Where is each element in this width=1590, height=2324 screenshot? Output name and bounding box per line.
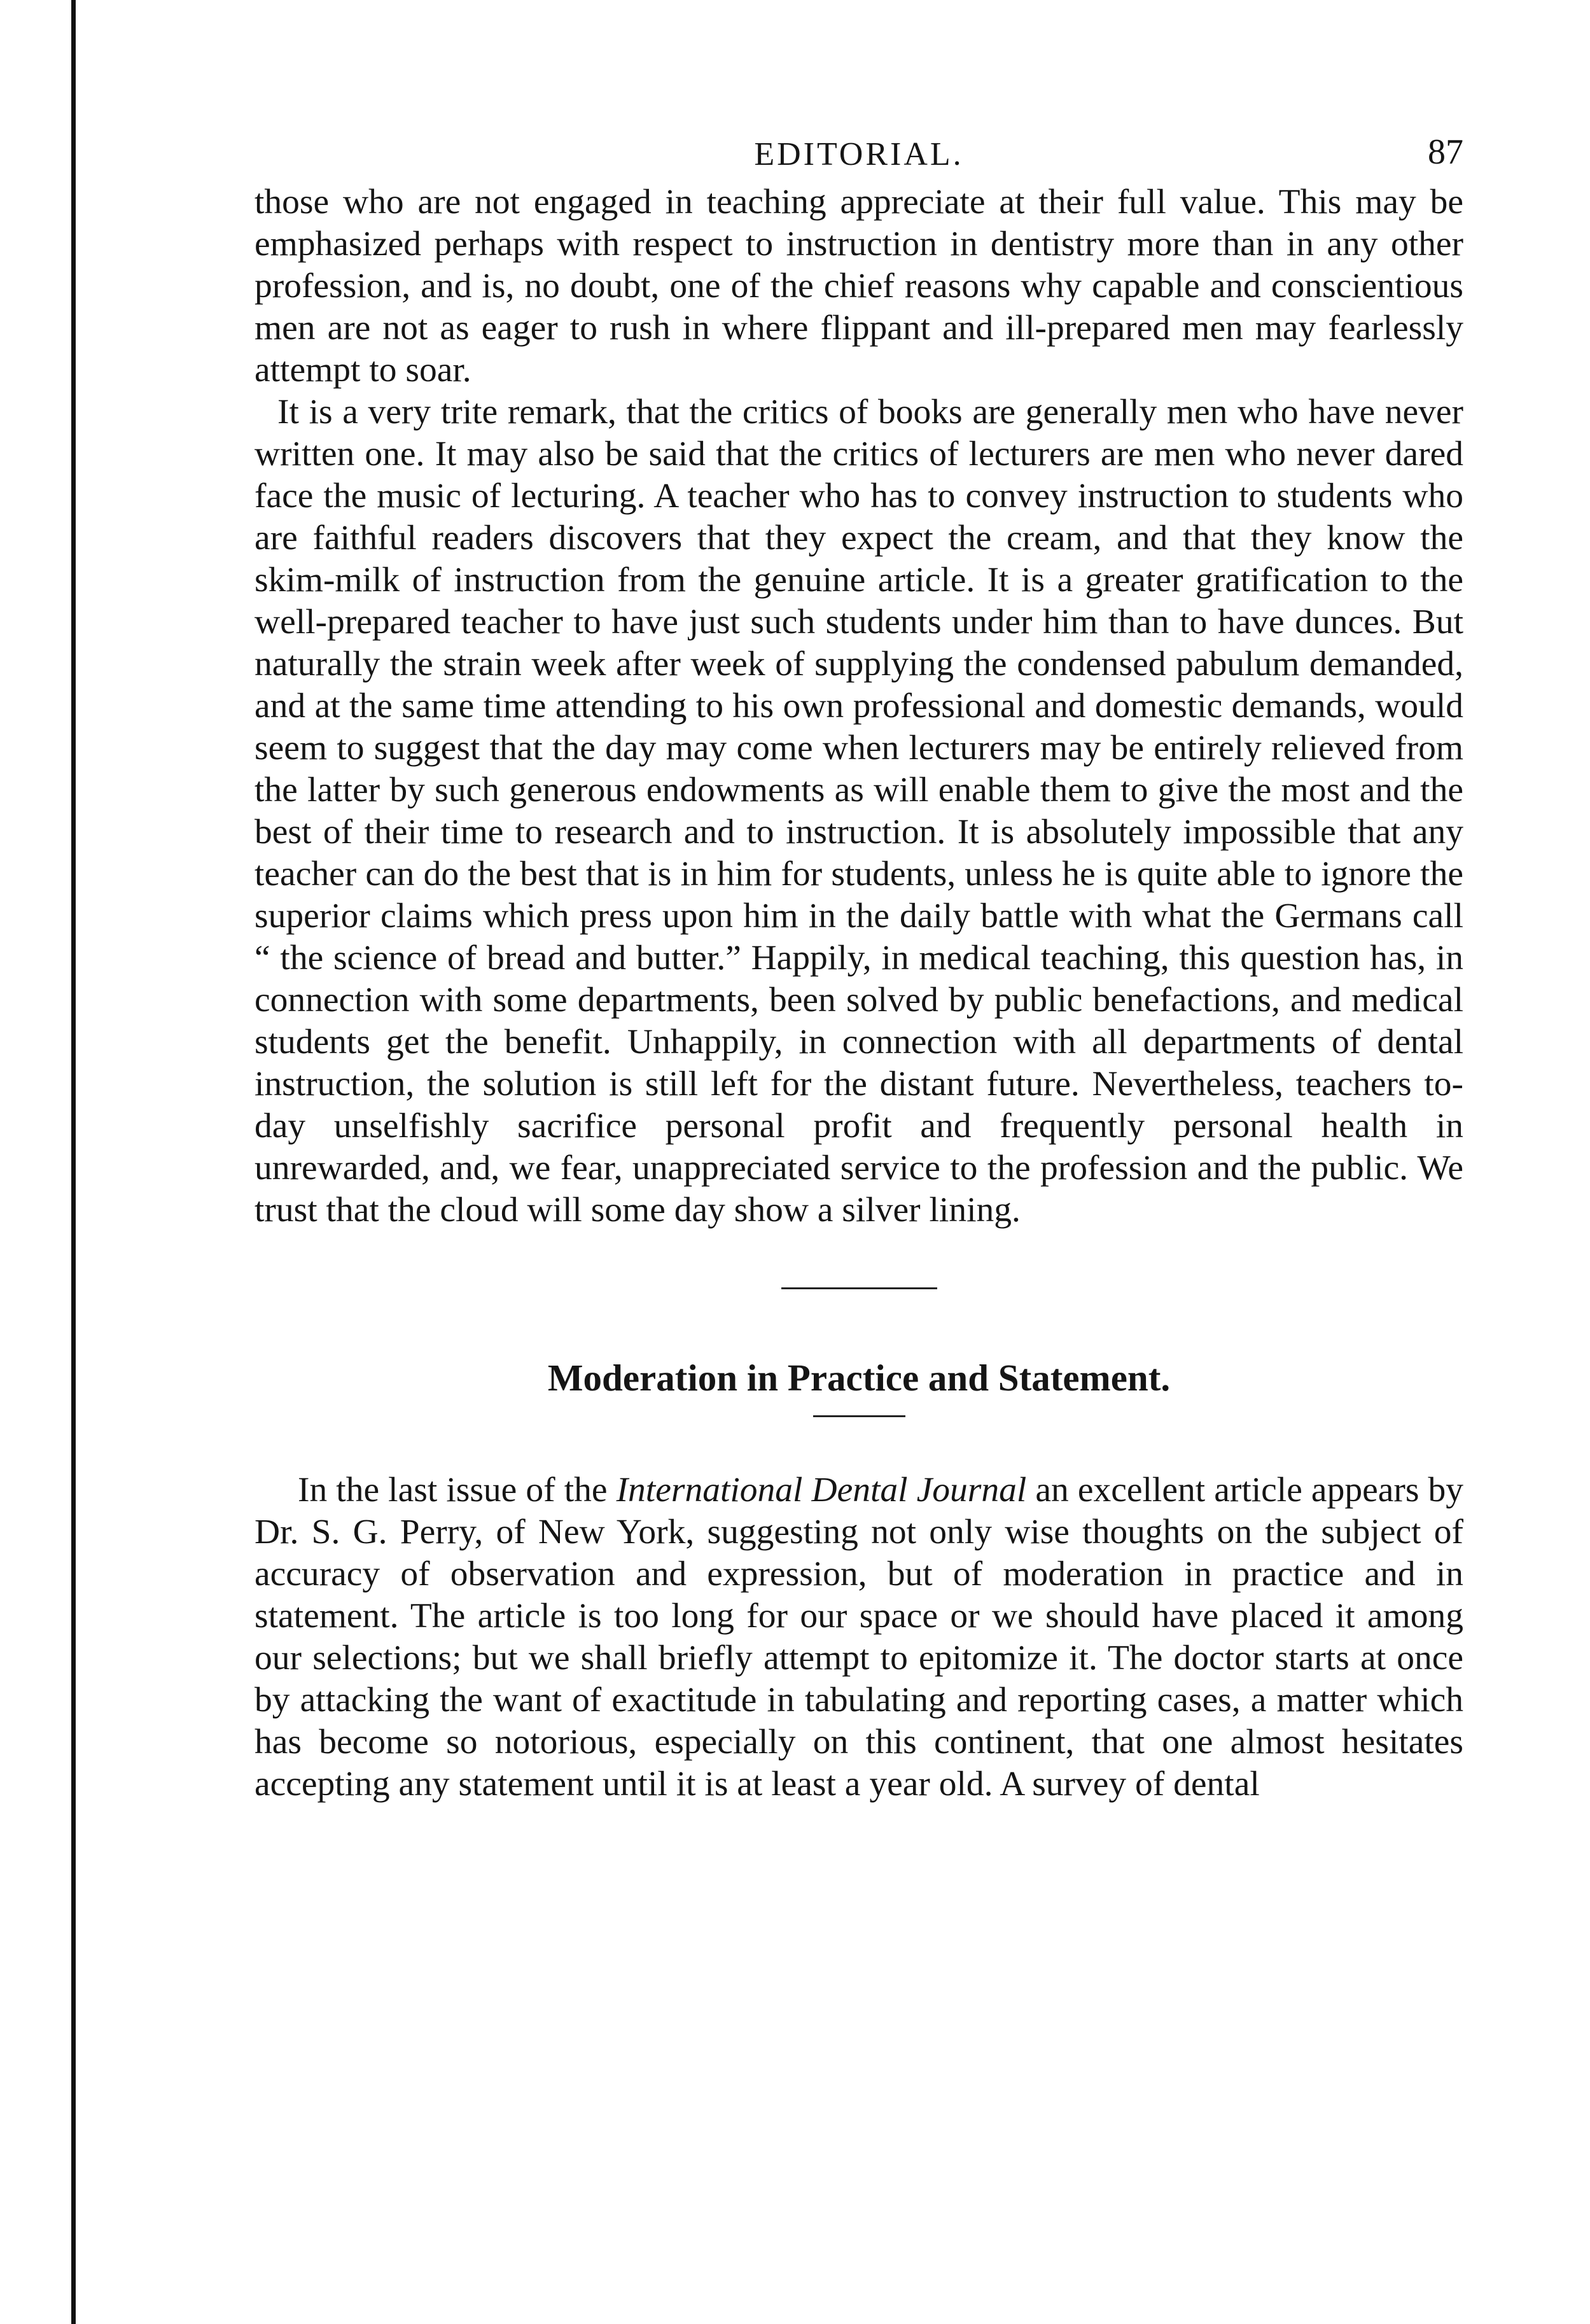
paragraph-moderation-rest: an excellent article appears by Dr. S. G. Perry, of New York, suggesting not only wise thoughts on the subject of accuracy of observation and expression, but of moderation in practice and in statement. The article is too long for our space or we should have placed it among our selections; but we shall briefly attempt to epitomize it. The doctor starts at once by attacking the want of exactitude in tabulating and reporting cases, a matter which has become so notorious, especially on this continent, that one almost hesitates accepting any statement until it is at least a year old. A survey of dental xyxy=(255,1471,1463,1803)
section-divider-rule xyxy=(781,1287,937,1289)
binding-edge-rule xyxy=(71,0,76,2324)
paragraph-critics: It is a very trite remark, that the critics of books are generally men who have never written one. It may also be said that the critics of lecturers are men who never dared face the music of lecturing. A teacher who has to convey instruction to students who are faithful readers discovers that they expect the cream, and that they know the skim-milk of instruction from the genuine article. It is a greater gratification to the well-prepared teacher to have just such students under him than to have dunces. But naturally the strain week after week of supplying the condensed pabulum demanded, and at the same time attending to his own professional and domestic demands, would seem to suggest that the day may come when lecturers may be entirely relieved from the latter by such generous endowments as will enable them to give the most and the best of their time to research and to instruction. It is absolutely impossible that any teacher can do the best that is in him for students, unless he is quite able to ignore the superior claims which press upon him in the daily battle with what the Germans call “ the science of bread and butter.” Happily, in medical teaching, this question has, in connection with some departments, been solved by public benefactions, and medical students get the benefit. Unhappily, in connection with all departments of dental instruction, the solution is still left for the distant future. Nevertheless, teachers to-day unselfishly sacrifice personal profit and frequently personal health in unrewarded, and, we fear, unappreciated service to the profession and the public. We trust that the cloud will some day show a silver lining. xyxy=(255,393,1463,1229)
paragraph-moderation-start: In the last issue of the xyxy=(298,1471,617,1509)
heading-underline-rule xyxy=(813,1415,905,1417)
section-heading: Moderation in Practice and Statement. xyxy=(547,1357,1171,1399)
running-head xyxy=(255,124,1463,181)
running-title: EDITORIAL. xyxy=(754,136,964,172)
book-page xyxy=(255,124,1463,1805)
paragraph-continued: those who are not engaged in teaching appreciate at their full value. This may be emphasized perhaps with respect to instruction in dentistry more than in any other profession, and is, no doubt, one of the chief reasons why capable and conscientious men are not as eager to rush in where flippant and ill-prepared men may fearlessly attempt to soar. xyxy=(255,183,1463,389)
editorial-body xyxy=(255,181,1463,1231)
journal-title: International Dental Journal xyxy=(616,1471,1027,1509)
page-number: 87 xyxy=(1428,132,1463,172)
section-body xyxy=(255,1469,1463,1805)
paragraph-moderation xyxy=(255,1469,1463,1805)
